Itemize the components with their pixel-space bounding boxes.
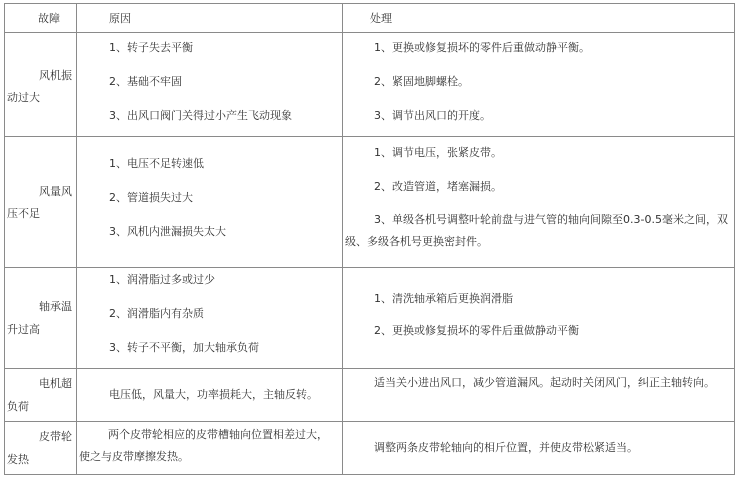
cause-item: 3、出风口阀门关得过小产生飞动现象 xyxy=(109,109,292,122)
fault-name: 皮带轮 xyxy=(39,430,72,443)
fault-name: 负荷 xyxy=(7,400,29,413)
column-divider xyxy=(342,4,343,474)
handling-item: 1、调节电压，张紧皮带。 xyxy=(374,146,502,159)
handling-item: 调整两条皮带轮轴向的相斤位置，并使皮带松紧适当。 xyxy=(374,441,638,454)
row-divider xyxy=(5,136,734,137)
cause-item: 3、风机内泄漏损失太大 xyxy=(109,225,226,238)
cause-item: 1、润滑脂过多或过少 xyxy=(109,273,215,286)
cause-item: 电压低，风量大，功率损耗大，主轴反转。 xyxy=(109,388,318,401)
column-divider xyxy=(76,4,77,474)
cause-item: 2、基础不牢固 xyxy=(109,75,182,88)
row-divider xyxy=(5,421,734,422)
header-cause: 原因 xyxy=(109,12,131,25)
fault-name: 升过高 xyxy=(7,323,40,336)
cause-item: 2、管道损失过大 xyxy=(109,191,193,204)
header-fault: 故障 xyxy=(38,12,60,25)
cause-item: 1、电压不足转速低 xyxy=(109,157,204,170)
handling-item: 2、改造管道，堵塞漏损。 xyxy=(374,180,502,193)
row-divider xyxy=(5,368,734,369)
cause-item: 1、转子失去平衡 xyxy=(109,41,193,54)
fault-name: 动过大 xyxy=(7,91,40,104)
fault-name: 风量风 xyxy=(39,185,72,198)
fault-name: 风机振 xyxy=(39,69,72,82)
fault-table xyxy=(4,3,735,475)
handling-item: 3、单级各机号调整叶轮前盘与进气管的轴向间隙至0.3-0.5毫米之间，双级、多级各机号更换密封件。 xyxy=(345,213,728,248)
cause-item: 2、润滑脂内有杂质 xyxy=(109,307,204,320)
handling-item: 适当关小进出风口，减少管道漏风。起动时关闭风门，纠正主轴转向。 xyxy=(374,376,715,389)
header-handling: 处理 xyxy=(370,12,392,25)
handling-item: 1、清洗轴承箱后更换润滑脂 xyxy=(374,292,513,305)
fault-name: 轴承温 xyxy=(39,300,72,313)
cause-item: 两个皮带轮相应的皮带槽轴向位置相差过大，使之与皮带摩擦发热。 xyxy=(79,428,328,463)
fault-name: 发热 xyxy=(7,453,29,466)
handling-item: 1、更换或修复损坏的零件后重做动静平衡。 xyxy=(374,41,590,54)
fault-name: 电机超 xyxy=(39,377,72,390)
cause-item: 3、转子不平衡，加大轴承负荷 xyxy=(109,341,259,354)
row-divider xyxy=(5,267,734,268)
handling-item: 2、更换或修复损坏的零件后重做静动平衡 xyxy=(374,324,579,337)
handling-item: 3、调节出风口的开度。 xyxy=(374,109,491,122)
row-divider xyxy=(5,32,734,33)
handling-item: 2、紧固地脚螺栓。 xyxy=(374,75,469,88)
fault-name: 压不足 xyxy=(7,207,40,220)
